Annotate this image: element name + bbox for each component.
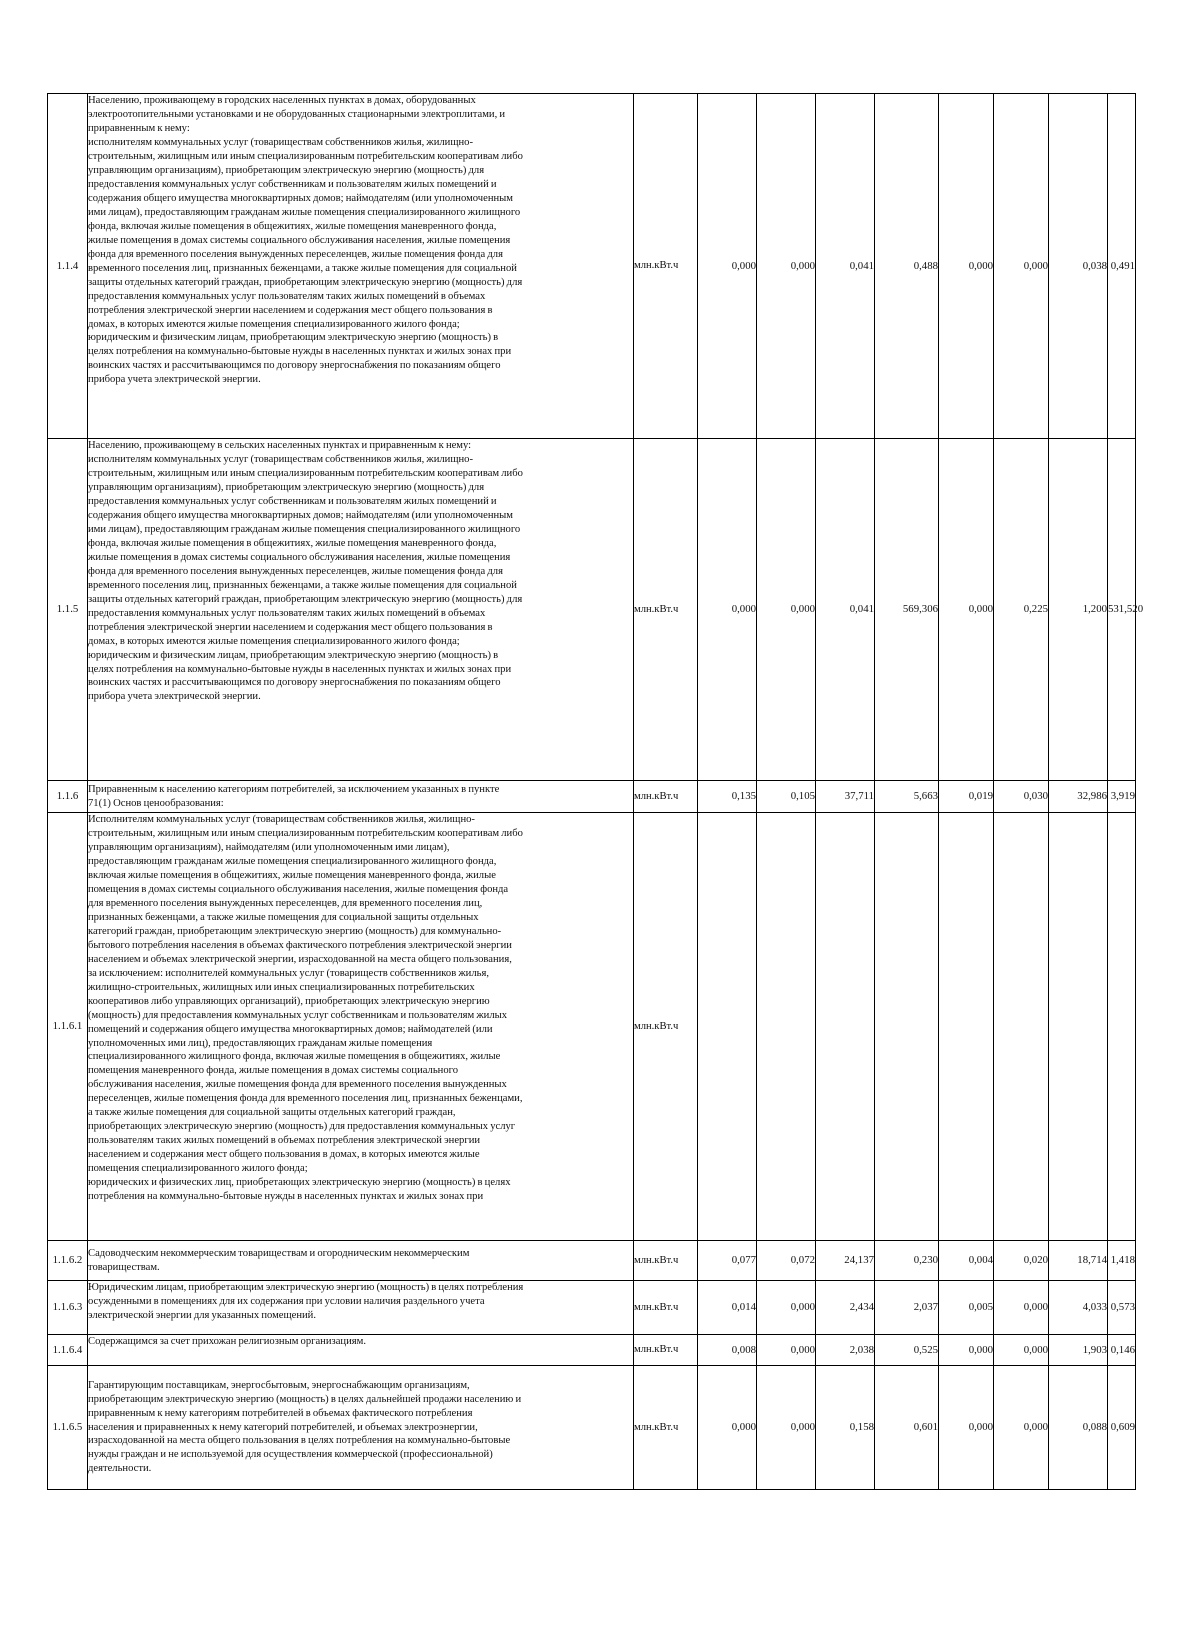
row-description-cell xyxy=(88,1366,634,1490)
row-unit: млн.кВт.ч xyxy=(634,813,698,1241)
table-row xyxy=(48,439,1136,781)
row-code: 1.1.6.5 xyxy=(48,1366,88,1490)
value-cell-5: 0,019 xyxy=(939,781,994,813)
value-cell-1: 0,135 xyxy=(698,781,757,813)
value-cell-7: 4,033 xyxy=(1049,1281,1108,1335)
row-description-cell xyxy=(88,1281,634,1335)
row-description: Исполнителям коммунальных услуг (товариществам собственников жилья, жилищно- строительным, жилищным или иным специализированным потребительским кооперативам либо управляющим организациям), наймодателям (или уполномоченным ими лицам), предоставляющим гражданам жилые помещения специализированного жилищного фонда, включая жилые помещения в общежитиях, жилые помещения маневренного фонда, жилые помещения в домах системы социального обслуживания населения, жилые помещения фонда для временного поселения вынужденных переселенцев, для временного поселения лиц, признанных беженцами, а также жилые помещения для социальной защиты отдельных категорий граждан, приобретающим электрическую энергию (мощность) для коммунально- бытового потребления населения в объемах фактического потребления электрической энергии населением и объемах электрической энергии, израсходованной на места общего пользования, за исключением: исполнителей коммунальных услуг (товариществ собственников жилья, жилищно-строительных, жилищных или иных специализированных потребительских кооперативов либо управляющих организаций), приобретающих электрическую энергию (мощность) для предоставления коммунальных услуг собственникам и пользователям жилых помещений и содержания общего имущества многоквартирных домов; наймодателей (или уполномоченных ими лиц), предоставляющих гражданам жилые помещения специализированного жилищного фонда, включая жилые помещения в общежитиях, жилые помещения маневренного фонда, жилые помещения в домах системы социального обслуживания населения, жилые помещения фонда для временного поселения вынужденных переселенцев, жилые помещения фонда для временного поселения лиц, признанных беженцами, а также жилые помещения для социальной защиты отдельных категорий граждан, приобретающих электрическую энергию (мощность) для предоставления коммунальных услуг пользователям таких жилых помещений в объемах потребления электрической энергии населением и содержания мест общего пользования в домах, в которых имеются жилые помещения специализированного жилого фонда; юридических и физических лиц, приобретающих электрическую энергию (мощность) в целях потребления на коммунально-бытовые нужды в населенных пунктах и жилых зонах при xyxy=(88,814,523,1203)
value-cell-2: 0,000 xyxy=(757,439,816,781)
row-description: Населению, проживающему в сельских населенных пунктах и приравненным к нему: исполнителям коммунальных услуг (товариществам собственников жилья, жилищно- строительным, жилищным или иным специализированным потребительским кооперативам либо управляющим организациям), приобретающим электрическую энергию (мощность) для предоставления коммунальных услуг собственникам и пользователям жилых помещений и содержания общего имущества многоквартирных домов; наймодателям (или уполномоченным ими лицам), предоставляющим гражданам жилые помещения специализированного жилищного фонда, включая жилые помещения в общежитиях, жилые помещения маневренного фонда, жилые помещения в домах системы социального обслуживания населения, жилые помещения фонда для временного поселения вынужденных переселенцев, жилые помещения фонда для временного поселения лиц, признанных беженцами, а также жилые помещения для социальной защиты отдельных категорий граждан, приобретающим электрическую энергию (мощность) для предоставления коммунальных услуг пользователям таких жилых помещений в объемах потребления электрической энергии населением и содержания мест общего пользования в домах, в которых имеются жилые помещения специализированного жилого фонда; юридическим и физическим лицам, приобретающим электрическую энергию (мощность) в целях потребления на коммунально-бытовые нужды в населенных пунктах и жилых зонах при воинских частях и рассчитывающимся по договору энергоснабжения по показаниям общего прибора учета электрической энергии. xyxy=(88,440,523,703)
value-cell-4: 0,525 xyxy=(875,1335,939,1366)
value-cell-1: 0,000 xyxy=(698,439,757,781)
value-cell-8: 0,491 xyxy=(1108,94,1136,439)
value-cell-7 xyxy=(1049,813,1108,1241)
value-cell-6: 0,000 xyxy=(994,1335,1049,1366)
tariff-table xyxy=(47,93,1144,1490)
value-cell-1: 0,008 xyxy=(698,1335,757,1366)
row-code: 1.1.4 xyxy=(48,94,88,439)
table-row xyxy=(48,1335,1136,1366)
value-cell-6: 0,000 xyxy=(994,1281,1049,1335)
value-cell-1: 0,077 xyxy=(698,1241,757,1281)
value-cell-2: 0,000 xyxy=(757,1366,816,1490)
value-cell-1: 0,014 xyxy=(698,1281,757,1335)
value-cell-2: 0,000 xyxy=(757,94,816,439)
row-code: 1.1.6.3 xyxy=(48,1281,88,1335)
value-cell-2: 0,105 xyxy=(757,781,816,813)
value-cell-4: 0,488 xyxy=(875,94,939,439)
value-cell-1 xyxy=(698,813,757,1241)
row-unit: млн.кВт.ч xyxy=(634,439,698,781)
value-cell-3: 24,137 xyxy=(816,1241,875,1281)
value-cell-3: 37,711 xyxy=(816,781,875,813)
table-row xyxy=(48,1366,1136,1490)
value-cell-3: 2,434 xyxy=(816,1281,875,1335)
value-cell-7: 1,200 xyxy=(1049,439,1108,781)
row-description-cell xyxy=(88,94,634,439)
value-cell-5: 0,000 xyxy=(939,94,994,439)
value-cell-4: 569,306 xyxy=(875,439,939,781)
table-row xyxy=(48,813,1136,1241)
row-description-cell xyxy=(88,439,634,781)
value-cell-4: 0,601 xyxy=(875,1366,939,1490)
value-cell-5: 0,000 xyxy=(939,1335,994,1366)
value-cell-5 xyxy=(939,813,994,1241)
value-cell-6 xyxy=(994,813,1049,1241)
value-cell-7: 1,903 xyxy=(1049,1335,1108,1366)
table-body xyxy=(48,94,1144,1490)
row-description-cell xyxy=(88,781,634,813)
value-cell-1: 0,000 xyxy=(698,94,757,439)
value-cell-6: 0,225 xyxy=(994,439,1049,781)
value-cell-3: 0,041 xyxy=(816,439,875,781)
value-cell-2 xyxy=(757,813,816,1241)
value-cell-2: 0,000 xyxy=(757,1281,816,1335)
value-cell-8 xyxy=(1108,813,1136,1241)
value-cell-4: 2,037 xyxy=(875,1281,939,1335)
value-cell-6: 0,030 xyxy=(994,781,1049,813)
value-cell-4 xyxy=(875,813,939,1241)
row-code: 1.1.5 xyxy=(48,439,88,781)
row-code: 1.1.6.1 xyxy=(48,813,88,1241)
row-description-cell xyxy=(88,1335,634,1366)
row-description-cell xyxy=(88,1241,634,1281)
row-code: 1.1.6 xyxy=(48,781,88,813)
table-row xyxy=(48,781,1136,813)
row-unit: млн.кВт.ч xyxy=(634,1335,698,1366)
value-cell-6: 0,020 xyxy=(994,1241,1049,1281)
row-code: 1.1.6.4 xyxy=(48,1335,88,1366)
value-cell-7: 0,088 xyxy=(1049,1366,1108,1490)
value-cell-7: 18,714 xyxy=(1049,1241,1108,1281)
value-cell-6: 0,000 xyxy=(994,1366,1049,1490)
row-unit: млн.кВт.ч xyxy=(634,1281,698,1335)
value-cell-3: 0,158 xyxy=(816,1366,875,1490)
table-row xyxy=(48,1241,1136,1281)
value-cell-5: 0,000 xyxy=(939,439,994,781)
value-cell-4: 0,230 xyxy=(875,1241,939,1281)
row-description: Населению, проживающему в городских населенных пунктах в домах, оборудованных электроотопительными установками и не оборудованных стационарными электроплитами, и приравненным к нему: исполнителям коммунальных услуг (товариществам собственников жилья, жилищно- строительным, жилищным или иным специализированным потребительским кооперативам либо управляющим организациям), приобретающим электрическую энергию (мощность) для предоставления коммунальных услуг собственникам и пользователям жилых помещений и содержания общего имущества многоквартирных домов; наймодателям (или уполномоченным ими лицам), предоставляющим гражданам жилые помещения специализированного жилищного фонда, включая жилые помещения в общежитиях, жилые помещения маневренного фонда, жилые помещения в домах системы социального обслуживания населения, жилые помещения фонда для временного поселения вынужденных переселенцев, жилые помещения фонда для временного поселения лиц, признанных беженцами, а также жилые помещения для социальной защиты отдельных категорий граждан, приобретающим электрическую энергию (мощность) для предоставления коммунальных услуг пользователям таких жилых помещений в объемах потребления электрической энергии населением и содержания мест общего пользования в домах, в которых имеются жилые помещения специализированного жилого фонда; юридическим и физическим лицам, приобретающим электрическую энергию (мощность) в целях потребления на коммунально-бытовые нужды в населенных пунктах и жилых зонах при воинских частях и рассчитывающимся по договору энергоснабжения по показаниям общего прибора учета электрической энергии. xyxy=(88,95,523,386)
value-cell-8: 3,919 xyxy=(1108,781,1136,813)
value-cell-3 xyxy=(816,813,875,1241)
value-cell-4: 5,663 xyxy=(875,781,939,813)
row-unit: млн.кВт.ч xyxy=(634,94,698,439)
value-cell-5: 0,000 xyxy=(939,1366,994,1490)
value-cell-3: 2,038 xyxy=(816,1335,875,1366)
row-code: 1.1.6.2 xyxy=(48,1241,88,1281)
value-cell-6: 0,000 xyxy=(994,94,1049,439)
value-cell-7: 0,038 xyxy=(1049,94,1108,439)
row-description: Садоводческим некоммерческим товариществам и огородническим некоммерческим товариществам. xyxy=(88,1247,470,1273)
row-description: Приравненным к населению категориям потребителей, за исключением указанных в пункте 71(1) Основ ценообразования: xyxy=(88,783,500,809)
table-row xyxy=(48,1281,1136,1335)
value-cell-1: 0,000 xyxy=(698,1366,757,1490)
value-cell-7: 32,986 xyxy=(1049,781,1108,813)
value-cell-8: 0,609 xyxy=(1108,1366,1136,1490)
value-cell-8: 531,520 xyxy=(1108,439,1136,781)
value-cell-8: 0,573 xyxy=(1108,1281,1136,1335)
value-cell-2: 0,072 xyxy=(757,1241,816,1281)
value-cell-2: 0,000 xyxy=(757,1335,816,1366)
value-cell-5: 0,005 xyxy=(939,1281,994,1335)
row-unit: млн.кВт.ч xyxy=(634,781,698,813)
row-description: Гарантирующим поставщикам, энергосбытовым, энергоснабжающим организациям, приобретающим электрическую энергию (мощность) в целях дальнейшей продажи населению и приравненным к нему категориям потребителей в объемах фактического потребления населения и приравненных к нему категорий потребителей, и объемах электроэнергии, израсходованной на места общего пользования в целях потребления на коммунально-бытовые нужды граждан и не используемой для осуществления коммерческой (профессиональной) деятельности. xyxy=(88,1379,522,1475)
row-description: Содержащимся за счет прихожан религиозным организациям. xyxy=(88,1336,366,1347)
row-unit: млн.кВт.ч xyxy=(634,1241,698,1281)
table-row xyxy=(48,94,1136,439)
row-description-cell xyxy=(88,813,634,1241)
value-cell-8: 1,418 xyxy=(1108,1241,1136,1281)
value-cell-3: 0,041 xyxy=(816,94,875,439)
value-cell-5: 0,004 xyxy=(939,1241,994,1281)
row-description: Юридическим лицам, приобретающим электрическую энергию (мощность) в целях потребления осужденными в помещениях для их содержания при условии наличия раздельного учета электрической энергии для указанных помещений. xyxy=(88,1282,524,1321)
row-unit: млн.кВт.ч xyxy=(634,1366,698,1490)
value-cell-8: 0,146 xyxy=(1108,1335,1136,1366)
